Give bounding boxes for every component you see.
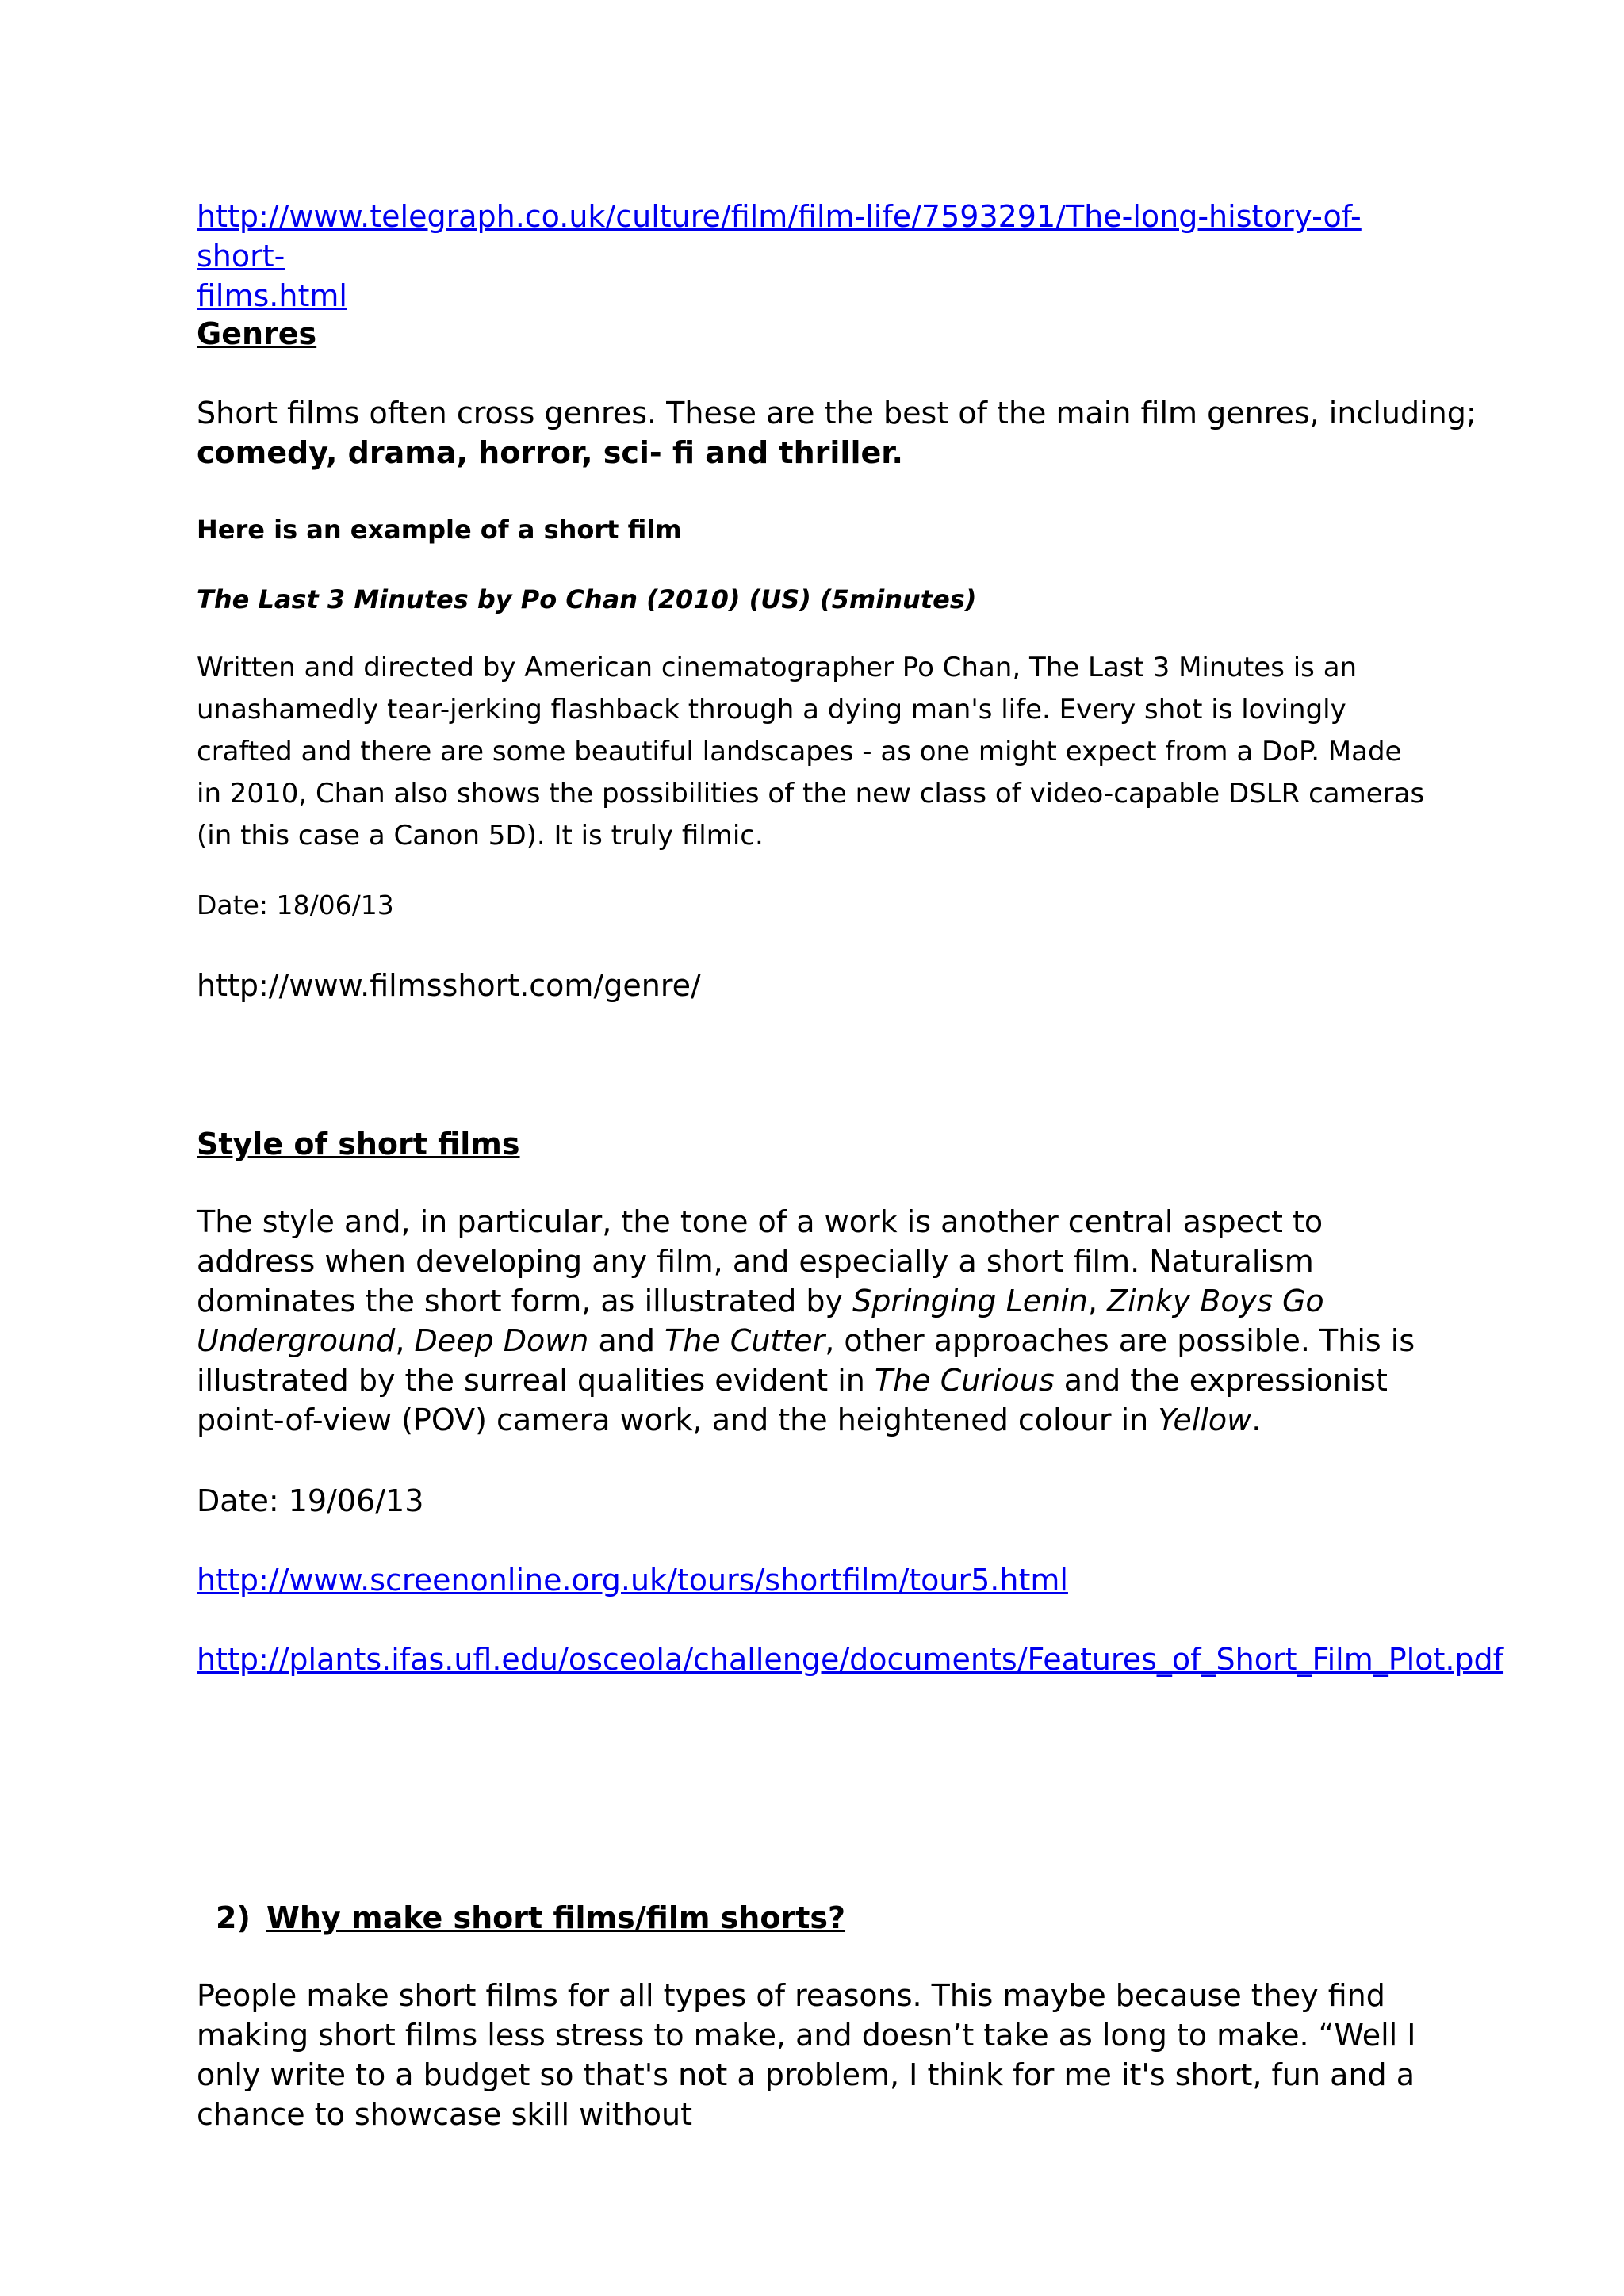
film-yellow: Yellow <box>1158 1402 1252 1437</box>
style-sep-1: , <box>1087 1284 1108 1318</box>
style-date: Date: 19/06/13 <box>197 1483 424 1518</box>
section2-title: Why make short films/film shorts? <box>266 1900 846 1935</box>
section2-body: People make short films for all types of reasons. This maybe because they find making short films less stress to make, and doesn’t take as long to make. “Well I only write to a budget so that's not a problem, I think for me it's short, fun and a chance to showcase skill without <box>197 1978 1416 2132</box>
genres-heading: Genres <box>197 316 317 351</box>
telegraph-link-line1: http://www.telegraph.co.uk/culture/film/film-life/7593291/The-long-history-of-short- <box>197 199 1362 274</box>
style-heading: Style of short films <box>197 1127 520 1161</box>
screenonline-link[interactable]: http://www.screenonline.org.uk/tours/shortfilm/tour5.html <box>197 1563 1068 1598</box>
telegraph-link-line2: films.html <box>197 278 347 313</box>
style-and: and <box>588 1323 665 1358</box>
film-the-cutter: The Cutter <box>665 1323 825 1358</box>
section2-number: 2) <box>216 1900 251 1935</box>
telegraph-link[interactable] <box>197 197 1386 316</box>
style-text-4: . <box>1251 1402 1262 1437</box>
ifas-link[interactable]: http://plants.ifas.ufl.edu/osceola/challenge/documents/Features_of_Short_Film_Plot.pdf <box>197 1642 1504 1677</box>
film-deep-down: Deep Down <box>414 1323 589 1358</box>
example-label: Here is an example of a short film <box>197 515 682 545</box>
style-text-3: and the expressionist point-of-view (POV) camera work, and the heightened colour in <box>197 1363 1388 1437</box>
genres-intro: Short films often cross genres. These are the best of the main film genres, including; <box>197 396 1477 430</box>
section2-heading <box>197 1898 845 1938</box>
style-paragraph <box>197 1202 1434 1440</box>
style-text-1: The style and, in particular, the tone of a work is another central aspect to address when developing any film, and especially a short film. Naturalism dominates the short form, as illustrated by <box>197 1204 1323 1318</box>
example-description: Written and directed by American cinematographer Po Chan, The Last 3 Minutes is an unashamedly tear-jerking flashback through a dying man's life. Every shot is lovingly crafted and there are some beautiful landscapes - as one might expect from a DoP. Made in 2010, Chan also shows the possibilities of the new class of video-capable DSLR cameras (in this case a Canon 5D). It is truly filmic. <box>197 652 1425 851</box>
example-title: The Last 3 Minutes by Po Chan (2010) (US) (5minutes) <box>197 584 977 614</box>
filmsshort-url: http://www.filmsshort.com/genre/ <box>197 968 701 1003</box>
genres-list <box>197 433 903 473</box>
film-springing-lenin: Springing Lenin <box>852 1284 1088 1318</box>
genres-date: Date: 18/06/13 <box>197 890 394 920</box>
film-the-curious: The Curious <box>874 1363 1055 1398</box>
style-text-2: , other approaches are possible. This is illustrated by the surreal qualities evident in <box>197 1323 1415 1398</box>
film-zinky-boys: Zinky Boys Go Underground <box>197 1284 1324 1358</box>
genres-list-text: comedy, drama, horror, sci- fi and thriller. <box>197 435 903 470</box>
style-sep-2: , <box>395 1323 415 1358</box>
